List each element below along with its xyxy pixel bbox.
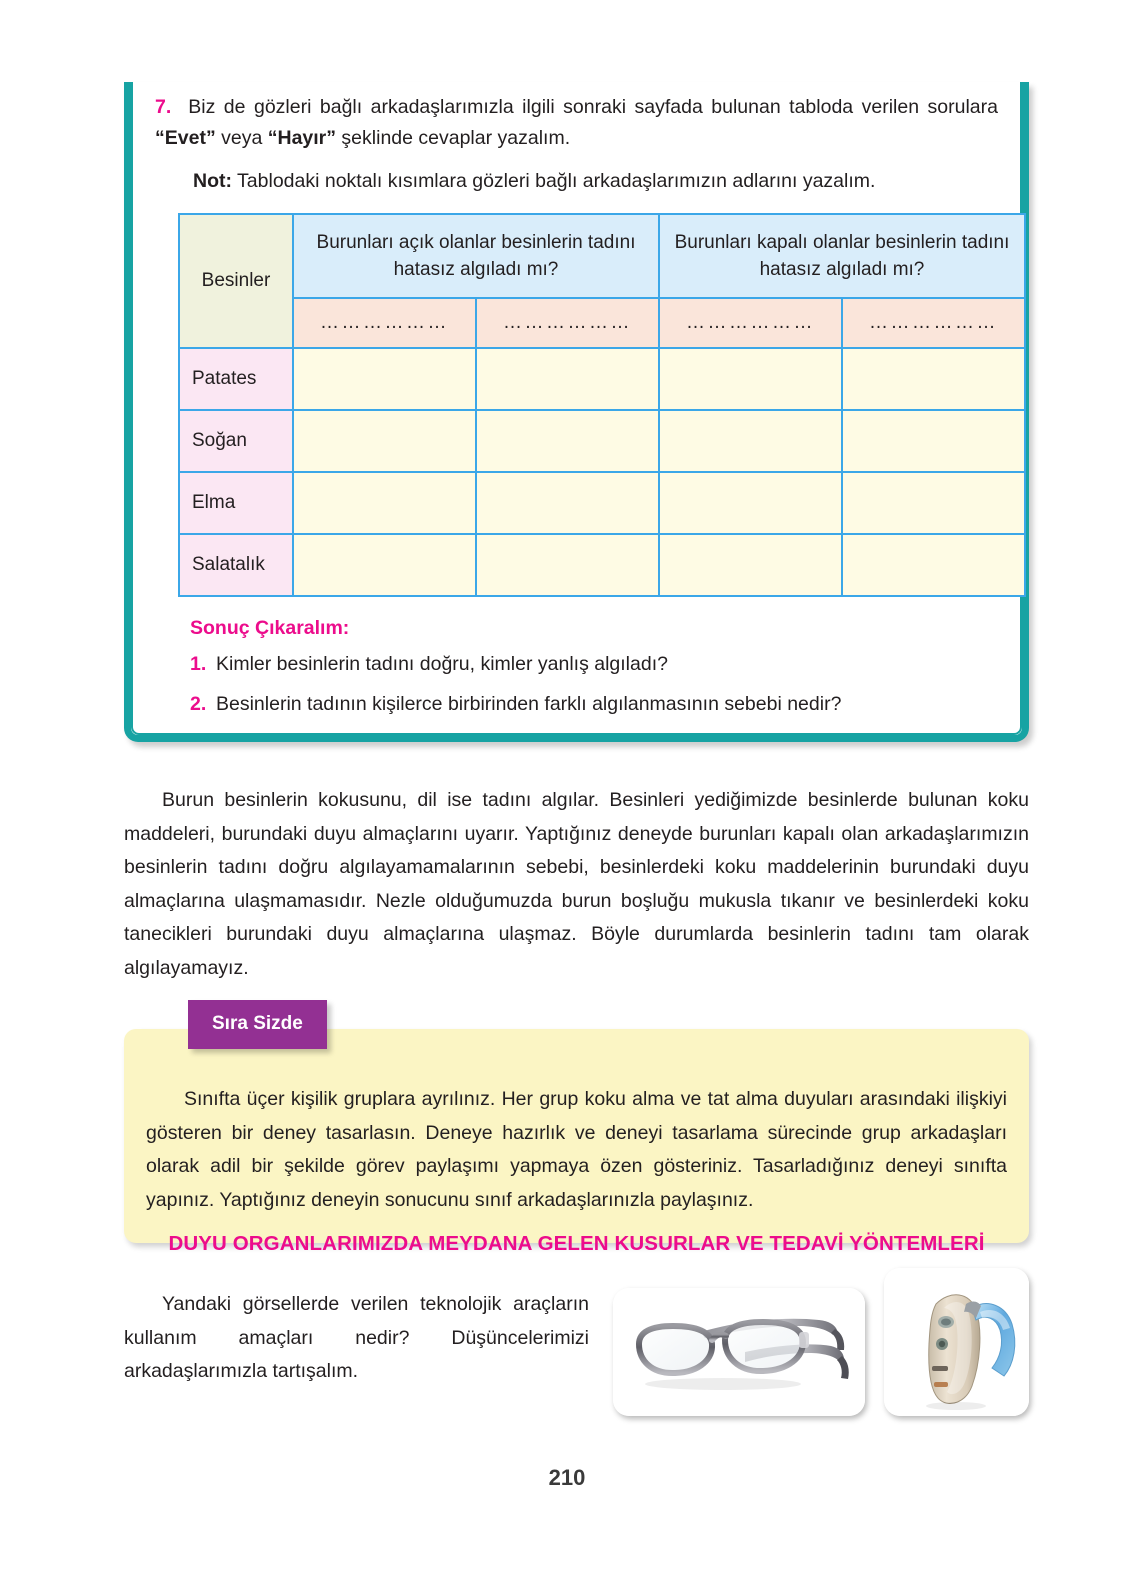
answer-cell[interactable] bbox=[293, 472, 476, 534]
table-group-header-closed: Burunları kapalı olanlar besinlerin tadını hatasız algıladı mı? bbox=[659, 214, 1025, 298]
conclusion-item-2 bbox=[155, 680, 998, 720]
name-placeholder-3[interactable]: ……………… bbox=[659, 298, 842, 348]
answer-cell[interactable] bbox=[476, 472, 659, 534]
answer-cell[interactable] bbox=[293, 410, 476, 472]
answer-cell[interactable] bbox=[293, 348, 476, 410]
activity-question bbox=[155, 82, 998, 154]
hearing-aid-photo bbox=[884, 1268, 1029, 1416]
table-header-row bbox=[179, 214, 1025, 298]
eyeglasses-photo bbox=[613, 1288, 865, 1416]
note-label: Not: bbox=[193, 170, 232, 192]
table-names-row bbox=[179, 298, 1025, 348]
name-placeholder-1[interactable]: ……………… bbox=[293, 298, 476, 348]
answer-cell[interactable] bbox=[842, 472, 1025, 534]
conclusion-index: 2. bbox=[190, 693, 207, 715]
food-label-elma: Elma bbox=[179, 472, 293, 534]
eyeglasses-illustration bbox=[613, 1288, 865, 1416]
answer-cell[interactable] bbox=[659, 472, 842, 534]
name-placeholder-2[interactable]: ……………… bbox=[476, 298, 659, 348]
answer-cell[interactable] bbox=[476, 348, 659, 410]
answer-cell[interactable] bbox=[293, 534, 476, 596]
bottom-question-text: Yandaki görsellerde verilen teknolojik araçların kullanım amaçları nedir? Düşüncelerimizi arkadaşlarımızla tartışalım. bbox=[124, 1293, 589, 1382]
body-paragraph: Burun besinlerin kokusunu, dil ise tadını algılar. Besinleri yediğimizde besinlerde bulunan koku maddeleri, burundaki duyu almaçlarını uyarır. Yaptığınız deneyde burunları kapalı olan arkadaşlarımızın besinlerin tadını doğru algılayamamalarının sebebi, besinlerdeki koku maddelerinin burundaki duyu almaçlarına ulaşmamasıdır. Nezle olduğumuzda burun boşluğu mukusla tıkanır ve besinlerdeki koku tanecikleri burundaki duyu almaçlarına ulaşmaz. Böyle durumlarda besinlerin tadını tam olarak algılayamayız. bbox=[124, 789, 1029, 979]
sira-sizde-tab: Sıra Sizde bbox=[188, 1000, 327, 1049]
activity-box-inner bbox=[131, 82, 1022, 735]
conclusion-item-1 bbox=[155, 640, 998, 680]
activity-box bbox=[124, 82, 1029, 742]
section-heading: DUYU ORGANLARIMIZDA MEYDANA GELEN KUSURLAR VE TEDAVİ YÖNTEMLERİ bbox=[168, 1232, 985, 1255]
food-label-sogan: Soğan bbox=[179, 410, 293, 472]
food-label-patates: Patates bbox=[179, 348, 293, 410]
sira-sizde-body bbox=[124, 1029, 1029, 1243]
table-row bbox=[179, 410, 1025, 472]
hearing-aid-illustration bbox=[884, 1268, 1029, 1416]
question-mid: veya bbox=[215, 127, 268, 149]
page-number: 210 bbox=[548, 1465, 586, 1490]
answer-cell[interactable] bbox=[476, 410, 659, 472]
table-group-header-open: Burunları açık olanlar besinlerin tadını hatasız algıladı mı? bbox=[293, 214, 659, 298]
answer-cell[interactable] bbox=[842, 410, 1025, 472]
answer-cell[interactable] bbox=[476, 534, 659, 596]
conclusion-title: Sonuç Çıkaralım: bbox=[190, 617, 350, 639]
activity-item-number: 7. bbox=[155, 96, 172, 118]
quote-hayir: “Hayır” bbox=[267, 127, 337, 149]
activity-note bbox=[155, 154, 998, 197]
sira-sizde-text: Sınıfta üçer kişilik gruplara ayrılınız. Her grup koku alma ve tat alma duyuları arasındaki ilişkiyi gösteren bir deney tasarlasın. Deneye hazırlık ve deneyi tasarlama sürecinde grup arkadaşları olarak adil bir şekilde görev paylaşımı yapmaya özen gösteriniz. Tasarladığınız deneyi sınıfta yapınız. Yaptığınız deneyin sonucunu sınıf arkadaşlarınızla paylaşınız. bbox=[146, 1088, 1007, 1211]
question-end: şeklinde cevaplar yazalım. bbox=[336, 127, 571, 149]
name-placeholder-4[interactable]: ……………… bbox=[842, 298, 1025, 348]
answer-cell[interactable] bbox=[842, 348, 1025, 410]
observation-table bbox=[178, 213, 1026, 597]
answer-cell[interactable] bbox=[842, 534, 1025, 596]
answer-cell[interactable] bbox=[659, 348, 842, 410]
table-row bbox=[179, 348, 1025, 410]
food-label-salatalik: Salatalık bbox=[179, 534, 293, 596]
activity-question-part1: Biz de gözleri bağlı arkadaşlarımızla ilgili sonraki sayfada bulunan tabloda verilen sorulara bbox=[188, 96, 998, 118]
conclusion-text: Kimler besinlerin tadını doğru, kimler yanlış algıladı? bbox=[216, 653, 668, 675]
quote-evet: “Evet” bbox=[155, 127, 216, 149]
answer-cell[interactable] bbox=[659, 534, 842, 596]
table-corner-header: Besinler bbox=[179, 214, 293, 348]
note-text: Tablodaki noktalı kısımlara gözleri bağlı arkadaşlarımızın adlarını yazalım. bbox=[231, 170, 876, 192]
answer-cell[interactable] bbox=[659, 410, 842, 472]
conclusion-text: Besinlerin tadının kişilerce birbirinden farklı algılanmasının sebebi nedir? bbox=[216, 693, 842, 715]
conclusion-index: 1. bbox=[190, 653, 207, 675]
table-row bbox=[179, 534, 1025, 596]
table-row bbox=[179, 472, 1025, 534]
